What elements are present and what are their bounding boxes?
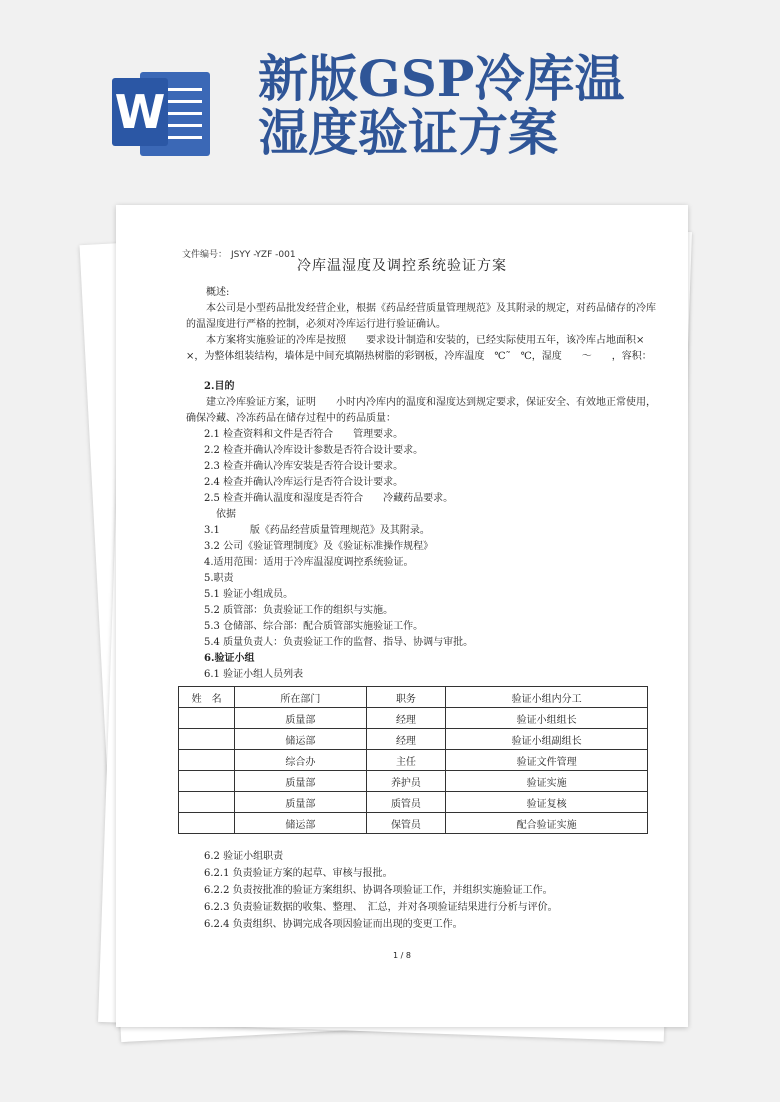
table-cell [179,750,235,771]
word-document-icon [112,68,212,160]
members-table [178,686,648,834]
table-row [179,771,648,792]
document-body [186,285,656,683]
table-cell: 经理 [366,708,446,729]
table-header-row [179,687,648,708]
section-heading: 6.2 验证小组职责 [204,851,284,862]
table-cell: 综合办 [235,750,366,771]
list-item: 6.2.4 负责组织、协调完成各项因验证而出现的变更工作。 [204,919,463,930]
table-cell [179,771,235,792]
table-cell: 质量部 [235,792,366,813]
table-header-cell: 姓 名 [179,687,235,708]
table-cell [179,813,235,834]
table-cell: 质管员 [366,792,446,813]
table-cell: 配合验证实施 [446,813,648,834]
table-cell: 验证复核 [446,792,648,813]
list-item: 5.1 验证小组成员。 [204,589,294,600]
list-item: 5.3 仓储部、综合部：配合质管部实施验证工作。 [204,621,424,632]
overview-label: 概述: [206,287,230,298]
cover-title-line2: 湿度验证方案 [258,103,558,162]
table-row [179,729,648,750]
cover-title-line1: 新版GSP冷库温 [258,49,625,108]
table-cell: 储运部 [235,729,366,750]
table-cell: 质量部 [235,771,366,792]
list-item: 3.2 公司《验证管理制度》及《验证标准操作规程》 [204,541,434,552]
word-icon-letter: W [112,78,168,146]
table-cell [179,792,235,813]
list-item: 3.1 版《药品经营质量管理规范》及其附录。 [204,525,430,536]
list-item: 2.3 检查并确认冷库安装是否符合设计要求。 [204,461,404,472]
table-row [179,708,648,729]
document-page [116,205,688,1027]
page-number: 1 / 8 [393,951,411,960]
section-heading: 6.1 验证小组人员列表 [204,669,304,680]
table-cell: 验证小组副组长 [446,729,648,750]
table-header-cell: 职务 [366,687,446,708]
table-cell [179,708,235,729]
list-item: 6.2.2 负责按批准的验证方案组织、协调各项验证工作，并组织实施验证工作。 [204,885,553,896]
list-item: 2.2 检查并确认冷库设计参数是否符合设计要求。 [204,445,424,456]
section-heading: 6.验证小组 [204,653,255,664]
paragraph: 建立冷库验证方案，证明 小时内冷库内的温度和湿度达到规定要求，保证安全、有效地正常使用，确保冷藏、冷冻药品在储存过程中的药品质量： [186,397,656,424]
table-cell: 验证小组组长 [446,708,648,729]
section-heading: 5.职责 [204,573,234,584]
table-cell: 质量部 [235,708,366,729]
paragraph: 本公司是小型药品批发经营企业，根据《药品经营质量管理规范》及其附录的规定，对药品储存的冷库的温湿度进行严格的控制，必须对冷库运行进行验证确认。 [186,303,656,330]
file-number-value: JSYY -YZF -001 [231,250,296,260]
list-item: 2.4 检查并确认冷库运行是否符合设计要求。 [204,477,404,488]
spacer [186,365,656,379]
file-number-label: 文件编号： [182,250,228,260]
table-cell: 储运部 [235,813,366,834]
table-cell: 验证实施 [446,771,648,792]
table-cell: 经理 [366,729,446,750]
table-header-cell: 所在部门 [235,687,366,708]
list-item: 5.4 质量负责人：负责验证工作的监督、指导、协调与审批。 [204,637,474,648]
section-heading: 依据 [216,509,236,520]
cover-header [0,0,780,190]
cover-title [258,49,758,162]
list-item: 2.1 检查资料和文件是否符合 管理要求。 [204,429,404,440]
table-header-cell: 验证小组内分工 [446,687,648,708]
table-cell [179,729,235,750]
table-cell: 主任 [366,750,446,771]
table-row [179,750,648,771]
table-cell: 保管员 [366,813,446,834]
responsibilities-section [204,848,664,933]
list-item: 6.2.1 负责验证方案的起草、审核与报批。 [204,868,393,879]
table-row [179,813,648,834]
list-item: 2.5 检查并确认温度和湿度是否符合 冷藏药品要求。 [204,493,454,504]
list-item: 5.2 质管部：负责验证工作的组织与实施。 [204,605,394,616]
section-heading: 2.目的 [204,381,235,392]
list-item: 4.适用范围：适用于冷库温湿度调控系统验证。 [204,557,414,568]
paragraph: 本方案将实施验证的冷库是按照 要求设计制造和安装的，已经实际使用五年，该冷库占地面积× ×，为整体组装结构，墙体是中间充填隔热树脂的彩钢板，冷库温度 ℃˜ ℃，湿度 ～ ，容积： [186,335,655,362]
table-cell: 验证文件管理 [446,750,648,771]
document-title: 冷库温湿度及调控系统验证方案 [297,258,507,274]
list-item: 6.2.3 负责验证数据的收集、整理、 汇总，并对各项验证结果进行分析与评价。 [204,902,558,913]
table-row [179,792,648,813]
table-cell: 养护员 [366,771,446,792]
